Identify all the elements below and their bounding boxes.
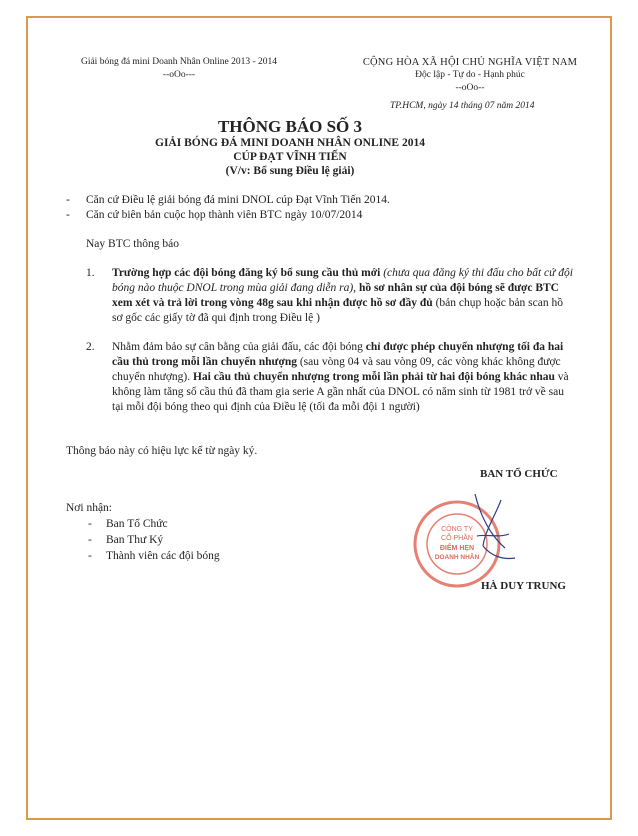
organizer-header xyxy=(64,56,294,82)
document-date: TP.HCM, ngày 14 tháng 07 năm 2014 xyxy=(390,101,535,111)
seal-text-4: DOANH NHÂN xyxy=(434,554,480,561)
document-subject: (V/v: Bổ sung Điều lệ giải) xyxy=(225,165,355,177)
recipients-label: Nơi nhận: xyxy=(66,502,113,514)
announcement-item-1: 1. Trường hợp các đội bóng đăng ký bổ sung cầu thủ mới (chưa qua đăng ký thi đấu cho bất cứ đội bóng nào thuộc DNOL trong mùa giải đang diễn ra), hồ sơ nhân sự của đội bóng sẽ được BTC xem xét và trả lời trong vòng 48g sau khi nhận được hồ sơ đầy đủ (bản chụp hoặc bản scan hồ sơ gốc các giấy tờ đã qui định trong Điều lệ ) xyxy=(86,267,574,324)
tournament-name: GIẢI BÓNG ĐÁ MINI DOANH NHÂN ONLINE 2014 xyxy=(155,137,425,149)
seal-text-1: CÔNG TY xyxy=(441,526,473,533)
effective-statement: Thông báo này có hiệu lực kể từ ngày ký. xyxy=(66,445,258,457)
organizer-ornament: --oOo--- xyxy=(162,70,196,80)
recipient-item: - Thành viên các đội bóng xyxy=(88,550,220,562)
legal-basis-item: - Căn cứ biên bản cuộc họp thành viên BTC ngày 10/07/2014 xyxy=(66,209,363,221)
national-title: CỘNG HÒA XÃ HỘI CHỦ NGHĨA VIỆT NAM xyxy=(362,57,578,68)
national-ornament: --oOo-- xyxy=(455,83,485,93)
organizer-name: Giải bóng đá mini Doanh Nhân Online 2013 - 2014 xyxy=(80,57,278,67)
seal-inner-ring xyxy=(427,514,487,574)
seal-text-3: ĐIỂM HẸN xyxy=(439,545,475,552)
national-header xyxy=(355,56,585,95)
intro-text: Nay BTC thông báo xyxy=(86,238,179,250)
recipients-block xyxy=(66,500,220,564)
signer-name: HÀ DUY TRUNG xyxy=(481,580,566,592)
signature-title: BAN TỔ CHỨC xyxy=(480,468,558,480)
announcement-items xyxy=(86,266,576,415)
cup-name: CÚP ĐẠT VĨNH TIẾN xyxy=(233,151,347,163)
recipient-item: - Ban Thư Ký xyxy=(88,534,164,546)
legal-basis-list xyxy=(66,193,566,223)
announcement-item-2: 2. Nhằm đảm bảo sự cân bằng của giải đấu, các đội bóng chỉ được phép chuyển nhượng tối đa hai cầu thủ trong mỗi lần chuyển nhượng (sau vòng 04 và sau vòng 09, các vòng khác không được chuyển nhượng). Hai cầu thủ chuyển nhượng trong mỗi lần phải từ hai đội bóng khác nhau và không làm tăng số cầu thủ đã tham gia serie A gần nhất của DNOL có năm sinh từ 1981 trở về sau tại mỗi đội bóng theo qui định của Điều lệ (tối đa mỗi đội 1 người) xyxy=(86,341,569,413)
document-title: THÔNG BÁO SỐ 3 xyxy=(217,117,363,136)
seal-text-2: CỔ PHẦN xyxy=(441,535,473,542)
legal-basis-item: - Căn cứ Điều lệ giải bóng đá mini DNOL cúp Đạt Vĩnh Tiến 2014. xyxy=(66,194,390,206)
national-motto: Độc lập - Tự do - Hạnh phúc xyxy=(415,70,525,80)
recipient-item: - Ban Tổ Chức xyxy=(88,518,168,530)
title-block xyxy=(90,118,490,178)
